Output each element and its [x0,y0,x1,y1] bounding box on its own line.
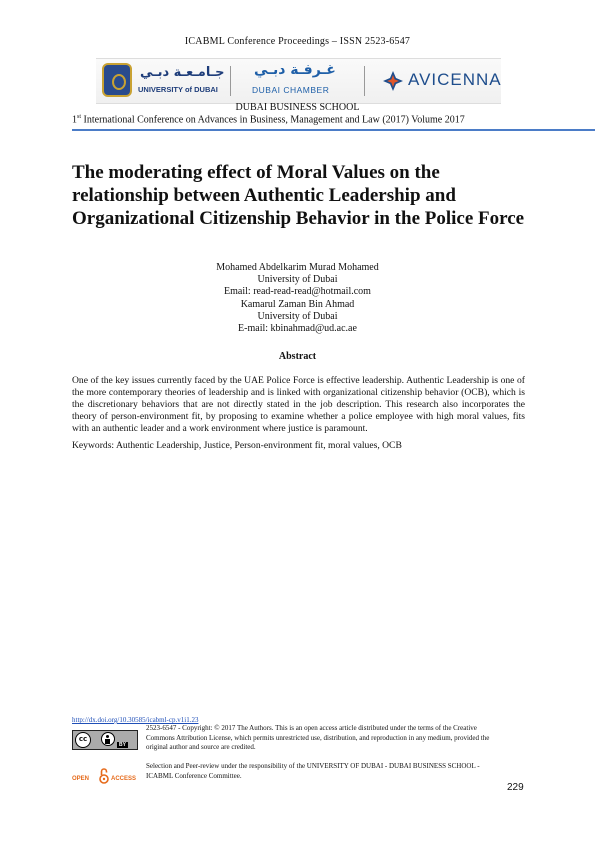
dubai-chamber-english: DUBAI CHAMBER [252,85,330,95]
avicenna-star-icon [382,70,404,92]
author-affiliation: University of Dubai [257,274,338,286]
abstract-text: One of the key issues currently faced by the UAE Police Force is effective leadership. Authentic Leadership is one of the more contemporary theories of leadership and is linked with organizational citizenship behavior (OCB), which is the discretionary behaviors that are not directly stated in the job description. This research also incorporates the theory of person-environment fit, by proposing to examine whether a police employee with high moral values, fits with an authentic leader and a work environment where justice is paramount. [72,375,525,434]
logo-divider [364,66,365,96]
university-seal-icon [102,63,132,97]
author-email: Email: read-read-read@hotmail.com [224,286,371,298]
author-email: E-mail: kbinahmad@ud.ac.ae [238,323,357,335]
paper-title: The moderating effect of Moral Values on the relationship between Authentic Leadership and Organizational Citizenship Behavior in the Police Force [72,162,525,229]
peer-review-statement: Selection and Peer-review under the responsibility of the UNIVERSITY OF DUBAI - DUBAI BUSINESS SCHOOL - ICABML Conference Committee. [146,762,480,780]
open-access-open-label: OPEN [72,776,90,782]
abstract-heading: Abstract [278,351,317,362]
dubai-chamber-arabic: غـرفـة دبـي [254,62,336,78]
keywords: Keywords: Authentic Leadership, Justice, Person-environment fit, moral values, OCB [72,440,402,451]
open-access-logo [72,768,142,790]
university-dubai-arabic: جـامـعـة دبـي [140,65,225,80]
author-name: Kamarul Zaman Bin Ahmad [240,298,355,310]
creative-commons-badge [72,730,138,750]
school-name: DUBAI BUSINESS SCHOOL [235,102,360,113]
conference-number: 1 [72,114,77,126]
conference-line [72,114,465,125]
open-access-access-label: ACCESS [111,776,137,782]
conference-title: International Conference on Advances in Business, Management and Law (2017) Volume 2017 [81,114,465,126]
author-block [0,262,595,335]
attribution-person-icon [101,732,115,746]
cc-by-label: BY [119,742,126,748]
university-dubai-english: UNIVERSITY of DUBAI [138,85,218,94]
cc-icon: cc [75,732,91,748]
author-affiliation: University of Dubai [257,310,338,322]
open-lock-icon [99,768,109,784]
running-head: ICABML Conference Proceedings – ISSN 2523-6547 [184,36,411,47]
sponsor-logo-band [96,58,501,104]
author-name: Mohamed Abdelkarim Murad Mohamed [216,262,379,273]
logo-divider [230,66,231,96]
doi-link[interactable]: http://dx.doi.org/10.30585/icabml-cp.v1i1.23 [72,716,199,724]
page-number: 229 [507,782,524,793]
avicenna-logo-text: AVICENNA [408,70,502,89]
conference-ordinal: st [77,114,82,120]
header-rule [72,129,595,131]
license-text: 2523-6547 - Copyright: © 2017 The Authors. This is an open access article distributed under the terms of the Creative Commons Attribution License, which permits unrestricted use, distribution, and reproduction in any medium, provided the original author and source are credited. [146,724,490,752]
